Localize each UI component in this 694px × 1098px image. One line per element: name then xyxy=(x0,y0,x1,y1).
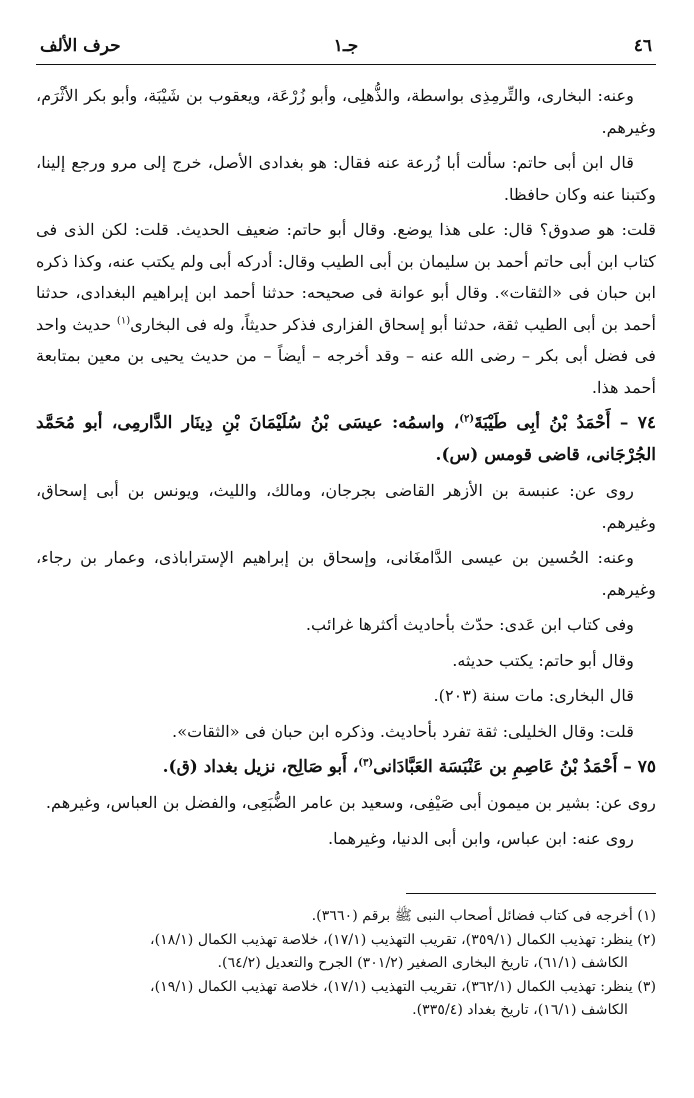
paragraph: وقال أبو حاتم: يكتب حديثه. xyxy=(452,650,634,670)
paragraph xyxy=(36,214,656,403)
footnote-continuation: الكاشف (١٦/١)، تاريخ بغداد (٣٣٥/٤). xyxy=(412,1002,628,1018)
paragraph: روى عن: بشير بن ميمون أبى صَيْفِى، وسعيد بن عامر الضُّبَعِى، والفضل بن العباس، وغيرهم. xyxy=(45,793,656,812)
page-number: ٤٦ xyxy=(633,36,652,56)
paragraph: روى عن: عنبسة بن الأزهر القاضى بجرجان، ومالك، والليث، ويونس بن أبى إسحاق، وغيرهم. xyxy=(36,481,656,532)
page-header xyxy=(36,30,656,65)
entry-heading-text: ٧٥ – أَحْمَدُ بْنُ عَاصِمِ بن عَنْبَسَة العَبَّادَانى xyxy=(373,757,656,777)
main-text xyxy=(36,80,656,854)
paragraph: روى عنه: ابن عباس، وابن أبى الدنيا، وغيرهما. xyxy=(328,828,634,848)
paragraph: قال البخارى: مات سنة (٢٠٣). xyxy=(433,686,634,705)
entry-heading-text: ، واسمُه: عيسَى بْنُ سُلَيْمَانَ بْنِ دِينَار الدَّارمِى، أبو مُحَمَّد الجُرْجَانى، قاضى قومس (س). xyxy=(36,413,656,465)
entry-heading xyxy=(36,407,656,471)
entry-heading-text: ٧٤ – أَحْمَدُ بْنُ أبِى طَيْبَةَ xyxy=(474,413,656,433)
paragraph-text: حديث واحد فى فضل أبى بكر – رضى الله عنه – وقد أخرجه – أيضاً – من حديث يحيى بن معين بمتابعة أحمد هذا. xyxy=(36,314,656,397)
footnote-marker: (٢) xyxy=(459,413,475,425)
paragraph: قلت: وقال الخليلى: ثقة تفرد بأحاديث. وذكره ابن حبان فى «الثقات». xyxy=(172,721,634,741)
paragraph: وعنه: الحُسين بن عيسى الدَّامغَانى، وإسحاق بن إبراهيم الإستراباذى، وعمار بن رجاء، وغيرهم. xyxy=(36,548,656,599)
footnote: (٢) ينظر: تهذيب الكمال (٣٥٩/١)، تقريب التهذيب (١٧/١)، خلاصة تهذيب الكمال (١٨/١)، xyxy=(150,931,656,948)
footnotes xyxy=(36,905,656,1023)
footnote-continuation: الكاشف (٦١/١)، تاريخ البخارى الصغير (٣٠١/٢) الجرح والتعديل (٦٤/٢). xyxy=(217,955,628,971)
footnote-marker: (٣) xyxy=(358,757,374,769)
footnote-separator xyxy=(406,893,656,894)
volume-label: جـ١ xyxy=(333,36,359,56)
entry-heading-text: ، أَبو صَالِح، نزيل بغداد (ق). xyxy=(162,757,359,777)
footnote: (٣) ينظر: تهذيب الكمال (٣٦٢/١)، تقريب التهذيب (١٧/١)، خلاصة تهذيب الكمال (١٩/١)، xyxy=(150,978,656,995)
paragraph-text: قلت: هو صدوق؟ قال: على هذا يوضع. وقال أبو حاتم: ضعيف الحديث. قلت: لكن الذى فى كتاب ابن أبى حاتم أحمد بن سليمان بن أبى الطيب وقال: أدركه أبى ولم يكتب عنه، وكذا ذكره ابن حبان فى «الثقات». وقال أبو عوانة فى صحيحه: حدثنا أحمد ابن إبراهيم البغدادى، حدثنا أحمد بن أبى الطيب ثقة، حدثنا أبو إسحاق الفزارى فذكر حديثاً، وله فى البخارى xyxy=(36,220,656,334)
footnote-marker: (١) xyxy=(116,315,131,327)
footnote: (١) أخرجه فى كتاب فضائل أصحاب النبى ﷺ برقم (٣٦٦٠). xyxy=(311,908,656,924)
chapter-title: حرف الألف xyxy=(40,36,121,56)
entry-heading xyxy=(36,751,656,783)
paragraph: وعنه: البخارى، والتِّرمِذِى بواسطة، والذُّهلِى، وأبو زُرْعَة، ويعقوب بن شَيْبَة، وأبو بكر الأثْرَم، وغيرهم. xyxy=(36,86,656,137)
paragraph: وفى كتاب ابن عَدى: حدّث بأحاديث أكثرها غرائب. xyxy=(305,615,634,634)
paragraph: قال ابن أبى حاتم: سألت أبا زُرعة عنه فقال: هو بغدادى الأصل، خرج إلى مرو ورجع إلينا، وكتبنا عنه وكان حافظا. xyxy=(36,153,656,204)
